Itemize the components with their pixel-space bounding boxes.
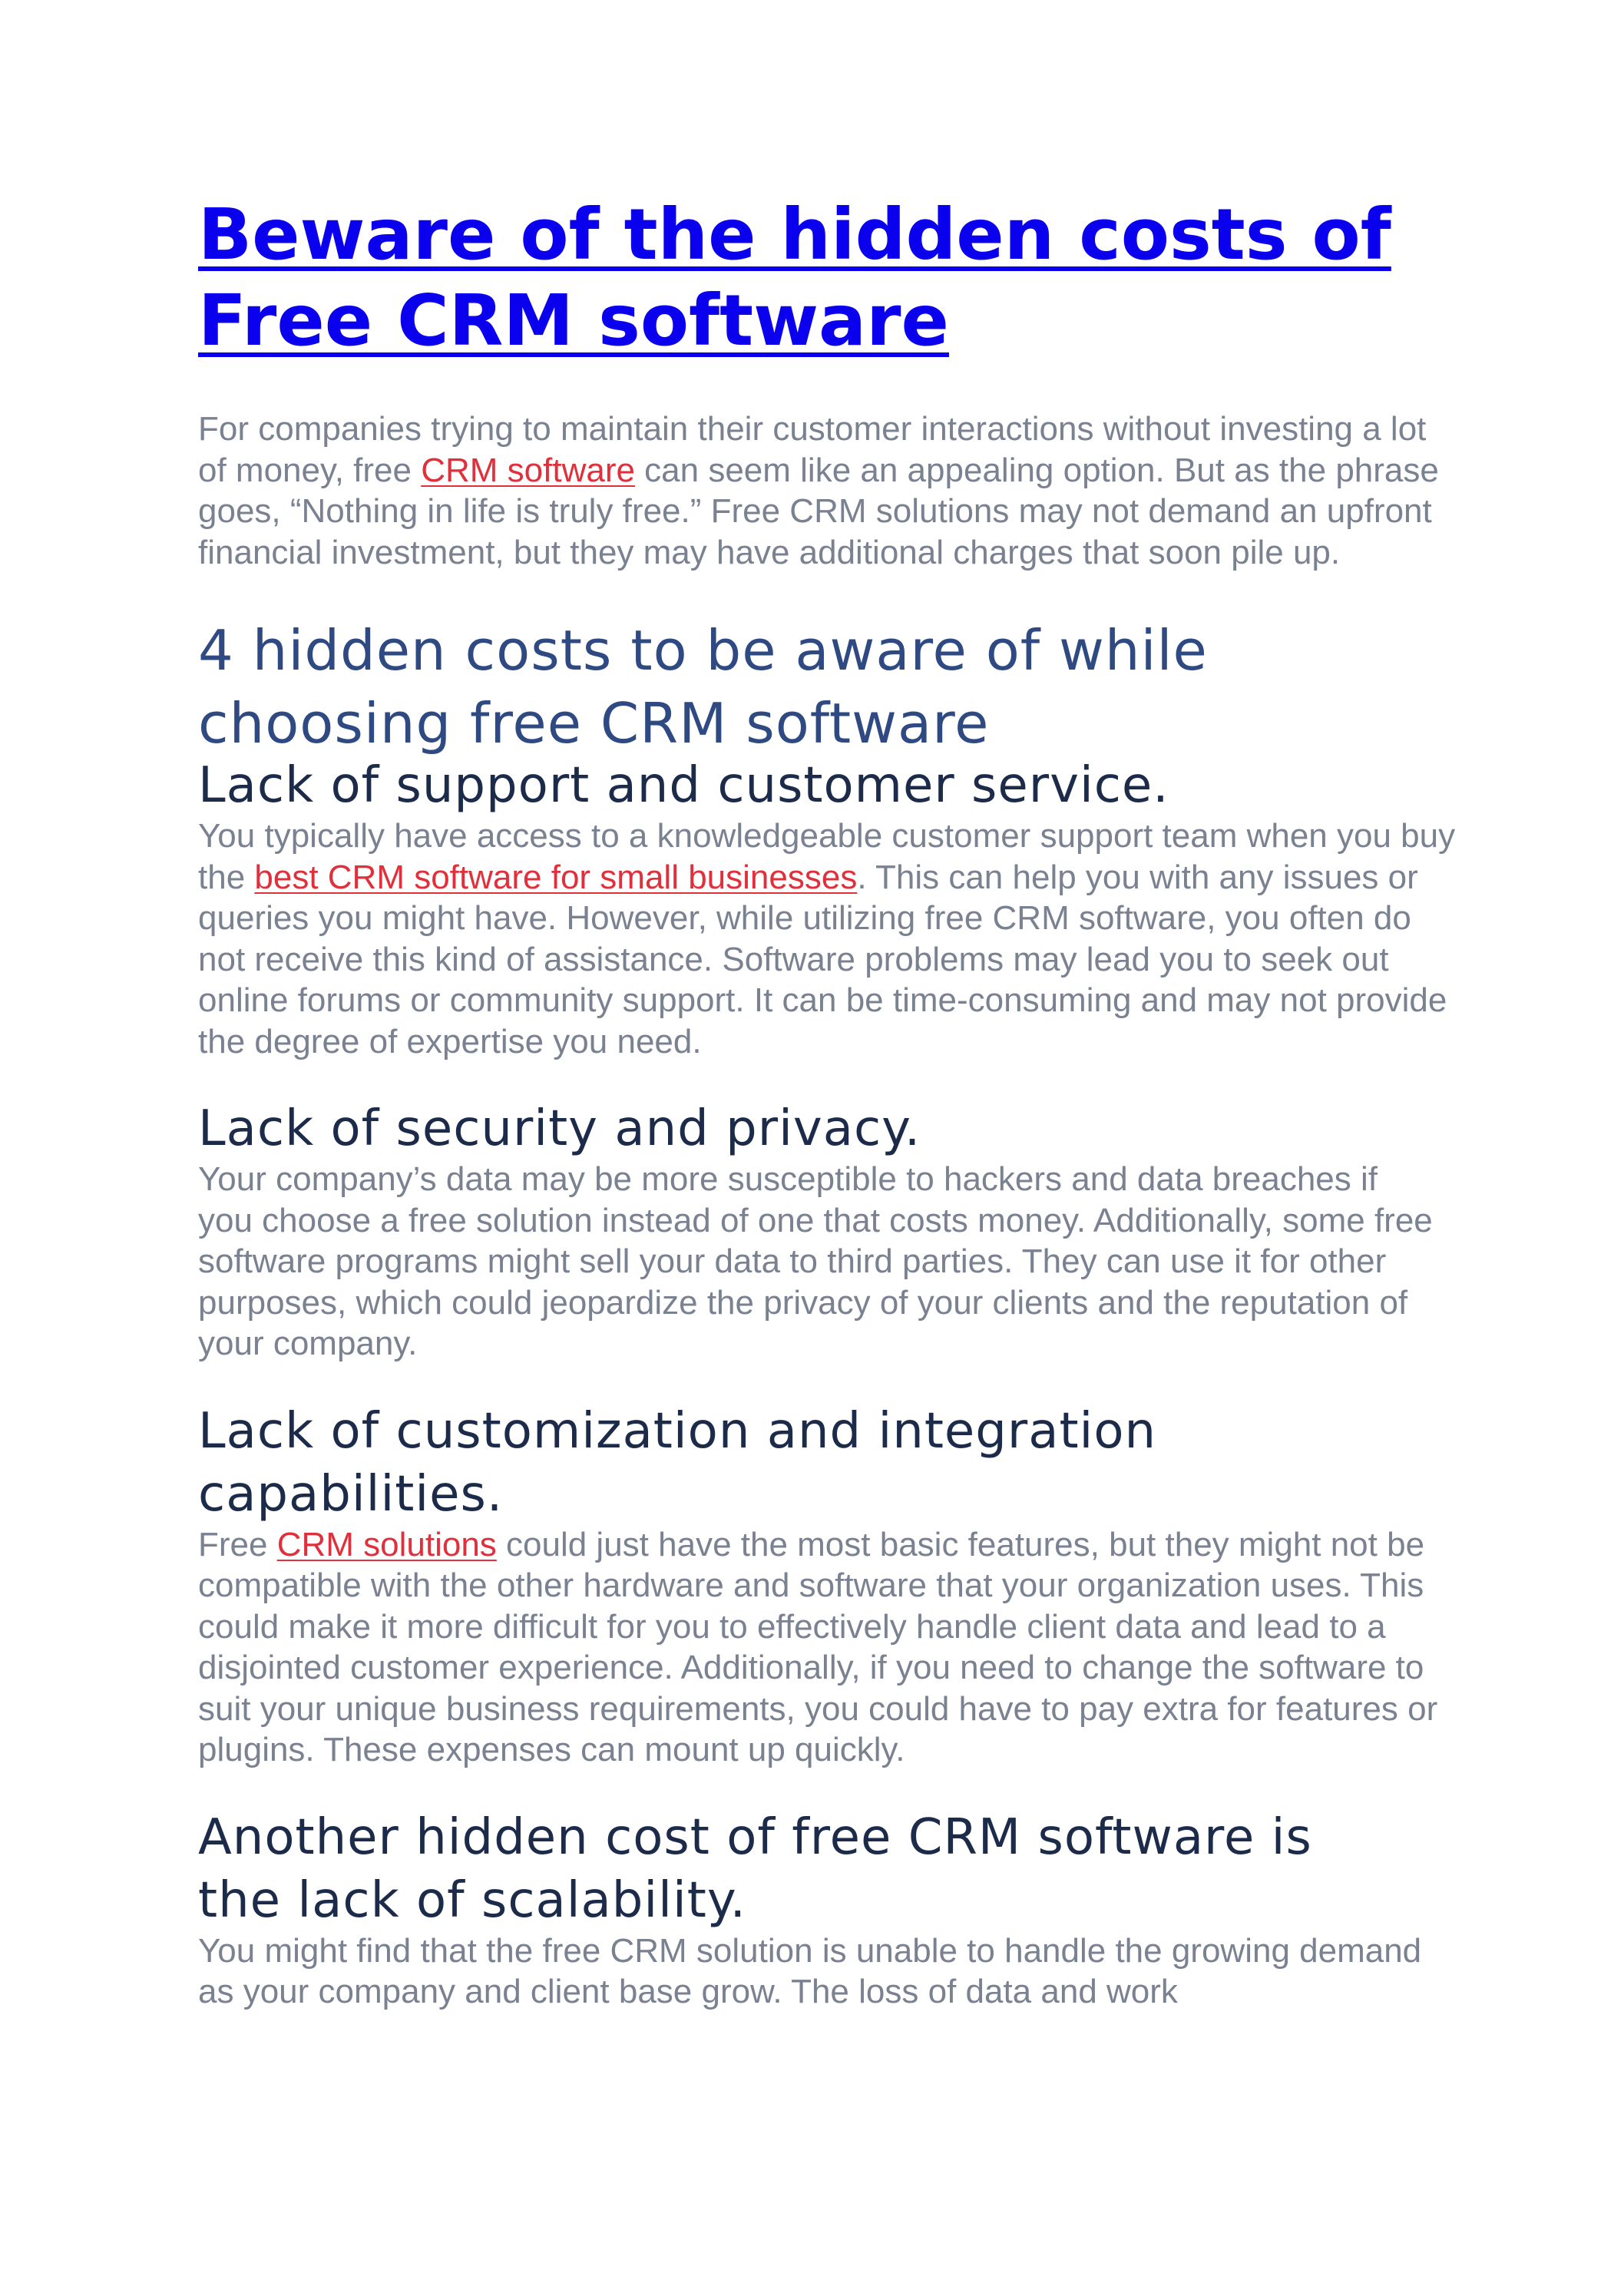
- section-paragraph-security: Your company’s data may be more susceptible to hackers and data breaches if you choose a free solution instead of one that costs money. Additionally, some free software programs might sell your data to third parties. They can use it for other purposes, which could jeopardize the privacy of your clients and the reputation of your company.: [198, 1160, 1433, 1362]
- customization-text-before: Free: [198, 1525, 277, 1563]
- page-title[interactable]: [198, 192, 1396, 364]
- crm-solutions-link[interactable]: CRM solutions: [276, 1525, 497, 1563]
- crm-software-link[interactable]: CRM software: [421, 451, 635, 489]
- support-text-before: You typically have access to a knowledgeable customer support team when you buy the: [198, 817, 1456, 896]
- intro-text-after: can seem like an appealing option. But as the phrase goes, “Nothing in life is truly free.” Free CRM solutions may not demand an upfront financial investment, but they may have additional charges that soon pile up.: [198, 451, 1439, 571]
- section-paragraph-support: [198, 816, 1457, 1062]
- section-heading-scalability: Another hidden cost of free CRM software is the lack of scalability.: [198, 1808, 1312, 1929]
- intro-text-before: For companies trying to maintain their customer interactions without investing a lot of money, free: [198, 410, 1427, 489]
- section-heading-support: Lack of support and customer service.: [198, 757, 1169, 814]
- main-heading: 4 hidden costs to be aware of while choosing free CRM software: [198, 618, 1208, 756]
- section-paragraph-scalability: You might find that the free CRM solution is unable to handle the growing demand as your company and client base grow. The loss of data and work: [198, 1931, 1422, 2010]
- support-text-after: . This can help you with any issues or queries you might have. However, while utilizing free CRM software, you often do not receive this kind of assistance. Software problems may lead you to seek out online forums or community support. It can be time-consuming and may not provide the degree of expertise you need.: [198, 858, 1447, 1060]
- best-crm-link[interactable]: best CRM software for small businesses: [254, 858, 858, 896]
- document-page: [198, 192, 1457, 2013]
- title-link[interactable]: Beware of the hidden costs of Free CRM software: [198, 194, 1391, 362]
- customization-text-after: could just have the most basic features, but they might not be compatible with the other hardware and software that your organization uses. This could make it more difficult for you to effectively handle client data and lead to a disjointed customer experience. Additionally, if you need to change the software to suit your unique business requirements, you could have to pay extra for features or plugins. These expenses can mount up quickly.: [198, 1525, 1438, 1768]
- section-heading-security: Lack of security and privacy.: [198, 1100, 921, 1157]
- section-paragraph-customization: [198, 1524, 1450, 1771]
- section-heading-customization: Lack of customization and integration capabilities.: [198, 1402, 1157, 1523]
- intro-paragraph: [198, 409, 1442, 573]
